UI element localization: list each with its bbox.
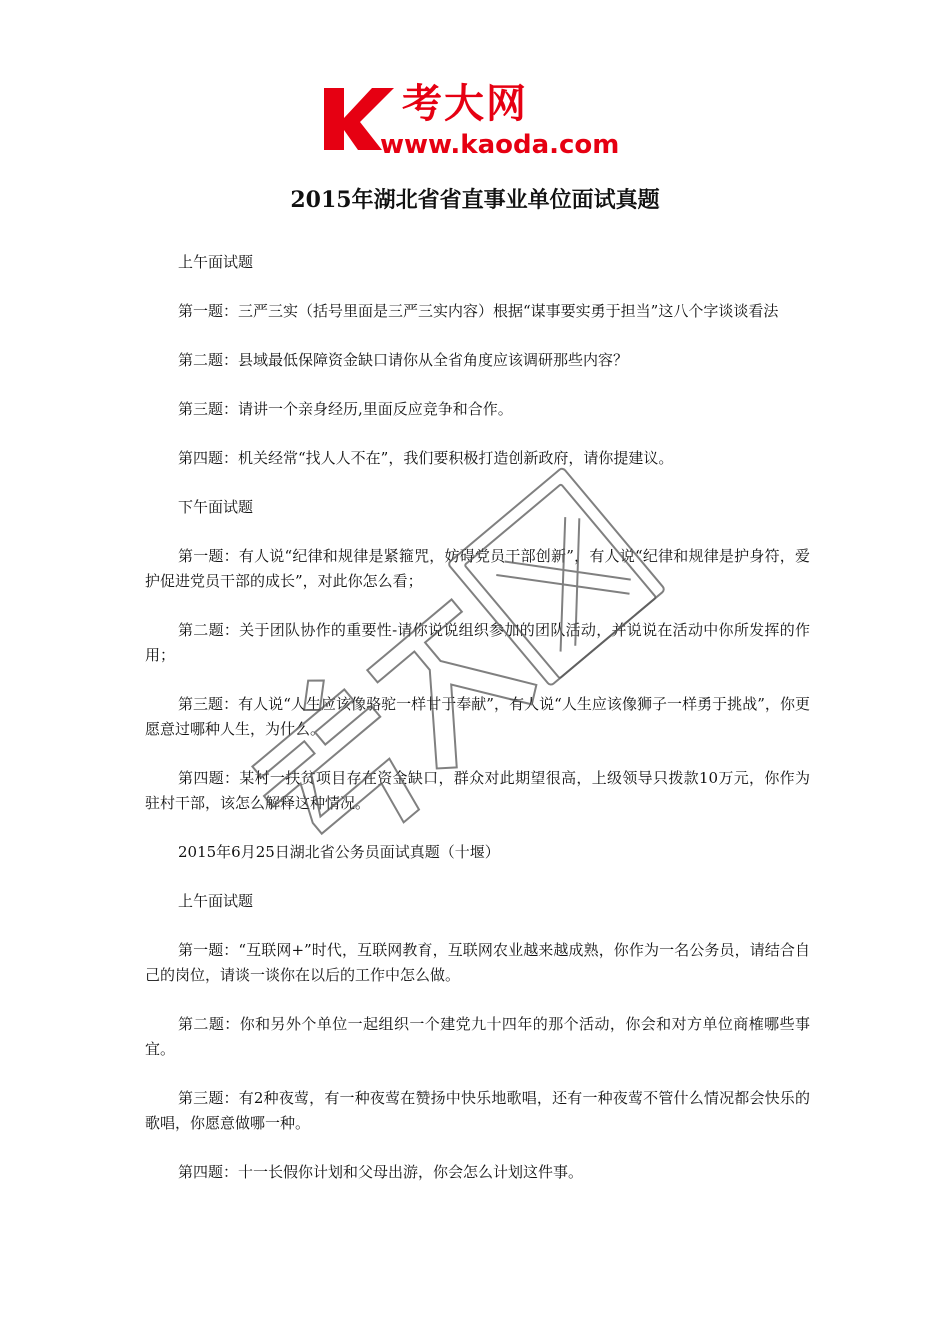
logo-brand-text: 考大网 — [402, 81, 528, 127]
question-paragraph: 第四题：十一长假你计划和父母出游，你会怎么计划这件事。 — [178, 1163, 584, 1181]
kaoda-logo — [318, 80, 638, 160]
question-paragraph: 第三题：有2种夜莺，有一种夜莺在赞扬中快乐地歌唱，还有一种夜莺不管什么情况都会快乐的歌唱，你愿意做哪一种。 — [145, 1089, 810, 1132]
question-paragraph: 第四题：机关经常“找人人不在”，我们要积极打造创新政府，请你提建议。 — [178, 449, 674, 467]
document-body — [145, 250, 810, 1209]
question-paragraph: 第一题：“互联网+”时代，互联网教育，互联网农业越来越成熟，你作为一名公务员，请结合自己的岗位，请谈一谈你在以后的工作中怎么做。 — [145, 941, 810, 984]
section-heading-morning: 上午面试题 — [178, 253, 254, 271]
section-heading-morning-2: 上午面试题 — [178, 892, 254, 910]
question-paragraph: 第二题：你和另外个单位一起组织一个建党九十四年的那个活动，你会和对方单位商榷哪些事宜。 — [145, 1015, 810, 1058]
section-heading-shiyan: 2015年6月25日湖北省公务员面试真题（十堰） — [178, 843, 500, 861]
question-paragraph: 第四题：某村一扶贫项目存在资金缺口，群众对此期望很高，上级领导只拨款10万元，你作为驻村干部，该怎么解释这种情况。 — [145, 769, 810, 812]
question-paragraph: 第一题：有人说“纪律和规律是紧箍咒，妨碍党员干部创新”，有人说“纪律和规律是护身符，爱护促进党员干部的成长”，对此你怎么看； — [145, 547, 810, 590]
logo-url-text: www.kaoda.com — [380, 130, 620, 160]
question-paragraph: 第一题：三严三实（括号里面是三严三实内容）根据“谋事要实勇于担当”这八个字谈谈看法 — [178, 302, 779, 320]
page-title: 2015年湖北省省直事业单位面试真题 — [290, 187, 660, 213]
question-paragraph: 第三题：有人说“人生应该像骆驼一样甘于奉献”，有人说“人生应该像狮子一样勇于挑战”，你更愿意过哪种人生，为什么。 — [145, 695, 810, 738]
section-heading-afternoon: 下午面试题 — [178, 498, 254, 516]
question-paragraph: 第二题：县域最低保障资金缺口请你从全省角度应该调研那些内容？ — [178, 351, 629, 369]
question-paragraph: 第二题：关于团队协作的重要性-请你说说组织参加的团队活动，并说说在活动中你所发挥的作用； — [145, 621, 810, 664]
question-paragraph: 第三题：请讲一个亲身经历,里面反应竞争和合作。 — [178, 400, 513, 418]
